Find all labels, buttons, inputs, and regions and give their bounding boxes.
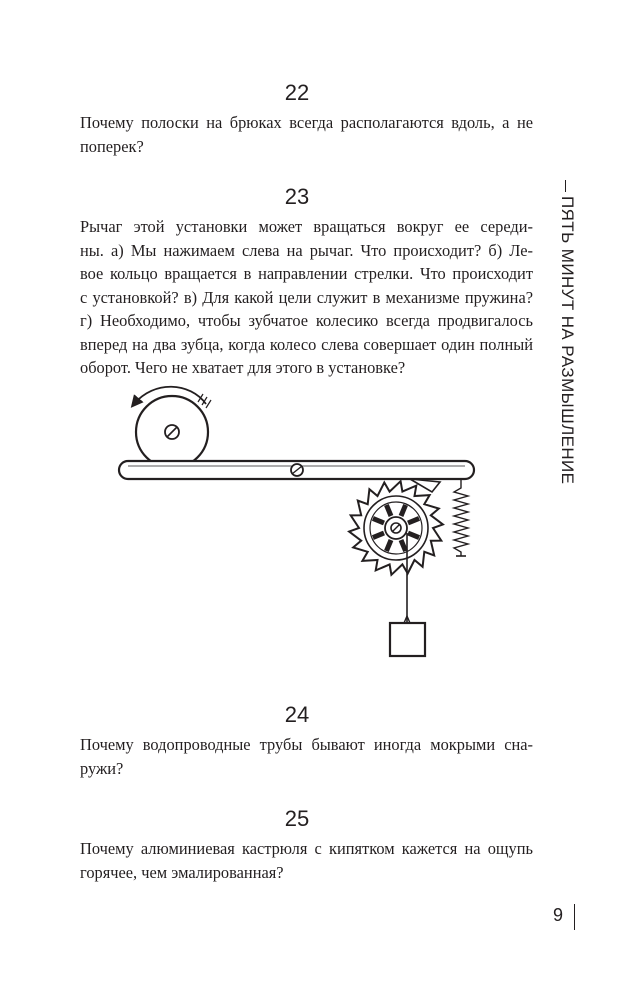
- lever: [119, 461, 474, 479]
- text-line: с установкой? в) Для какой цели служит в механизме пружина?: [80, 287, 533, 307]
- text-line: Почему полоски на брюках всегда располагаются вдоль, а не: [80, 113, 533, 132]
- text-line: поперек?: [80, 136, 144, 156]
- text-line: Рычаг этой установки может вращаться вокруг ее середи-: [80, 217, 533, 236]
- text-line: ны. а) Мы нажимаем слева на рычаг. Что происходит? б) Ле-: [80, 240, 533, 260]
- page-number-rule: [574, 904, 575, 930]
- weight: [390, 623, 425, 656]
- problem-number-24: 24: [284, 702, 310, 727]
- lever-mechanism-illustration: [110, 378, 490, 668]
- problem-25-text: [80, 837, 533, 884]
- text-line: Почему водопроводные трубы бывают иногда мокрыми сна-: [80, 735, 533, 754]
- left-wheel: [136, 396, 208, 468]
- running-head-rule: [565, 180, 566, 192]
- text-line: вперед на два зубца, когда колесо слева совершает один полный: [80, 334, 533, 354]
- problem-number-22: 22: [284, 80, 310, 105]
- text-line: ружи?: [80, 758, 124, 778]
- text-line: горячее, чем эмалированная?: [80, 862, 284, 882]
- problem-23-text: [80, 215, 533, 380]
- text-line: Почему алюминиевая кастрюля с кипятком кажется на ощупь: [80, 839, 533, 858]
- text-line: г) Необходимо, чтобы зубчатое колесико всегда продвигалось: [80, 311, 533, 330]
- spring: [454, 479, 468, 556]
- problem-number-23: 23: [284, 184, 310, 209]
- problem-number-25: 25: [284, 806, 310, 831]
- text-line: оборот. Чего не хватает для этого в установке?: [80, 358, 406, 377]
- running-head: ПЯТЬ МИНУТ НА РАЗМЫШЛЕНИЕ: [558, 196, 577, 485]
- text-line: вое кольцо вращается в направлении стрелки. Что происходит: [80, 264, 533, 283]
- problem-22-text: [80, 111, 533, 158]
- problem-24-text: [80, 733, 533, 780]
- ratchet-wheel: [349, 481, 443, 575]
- page-number: 9: [553, 905, 564, 925]
